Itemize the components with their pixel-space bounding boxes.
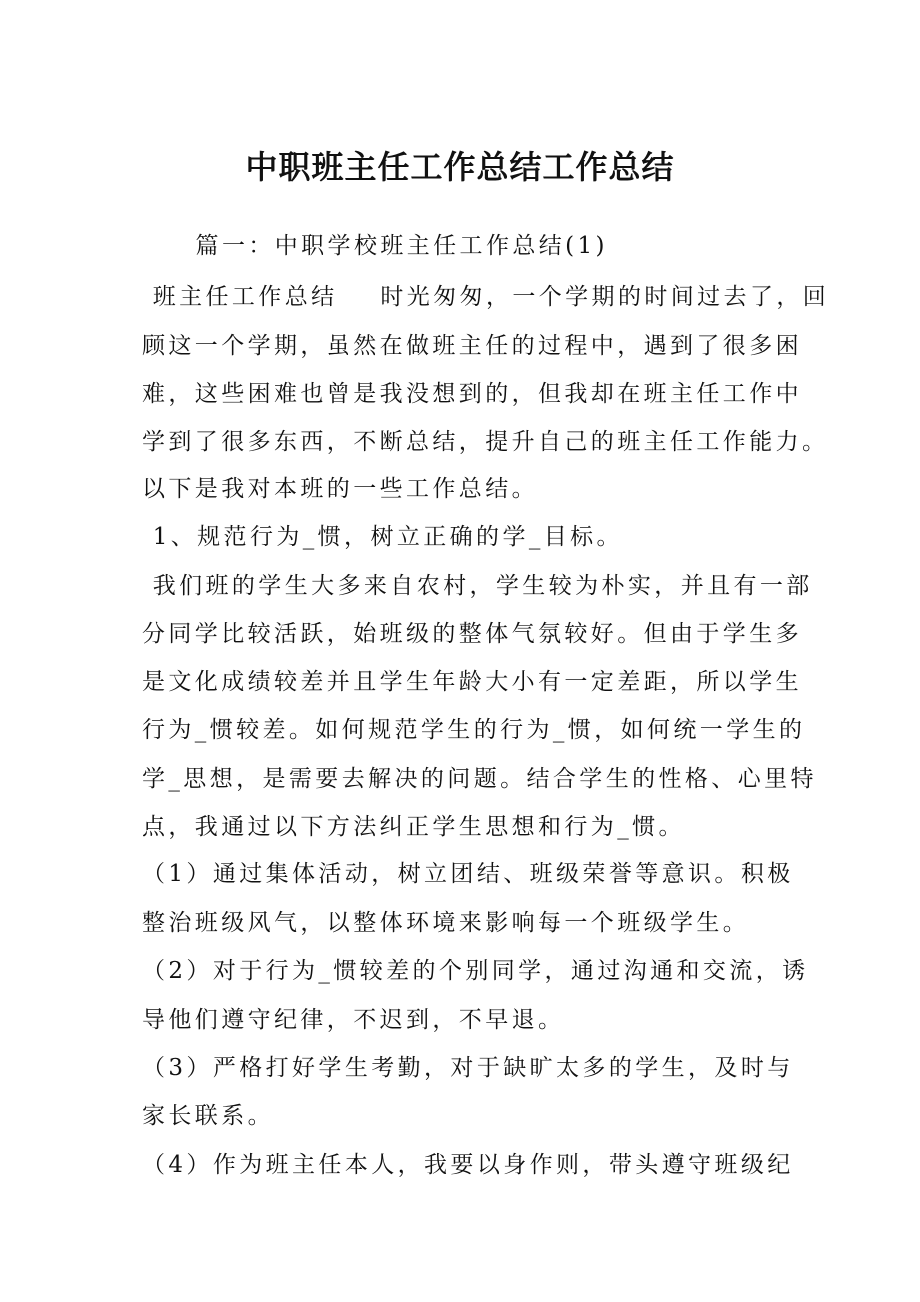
list-item-line: （1）通过集体活动，树立团结、班级荣誉等意识。积极 <box>142 861 794 887</box>
body-line: 点，我通过以下方法纠正学生思想和行为_惯。 <box>142 814 685 840</box>
list-item-line: 家长联系。 <box>142 1103 274 1129</box>
body-line: 以下是我对本班的一些工作总结。 <box>142 476 538 502</box>
list-item-line: （4）作为班主任本人，我要以身作则，带头遵守班级纪 <box>142 1152 794 1178</box>
document-title: 中职班主任工作总结工作总结 <box>245 148 675 186</box>
list-item-line: （3）严格打好学生考勤，对于缺旷太多的学生，及时与 <box>142 1055 794 1081</box>
subtitle-line: 篇一：中职学校班主任工作总结(1) <box>142 233 608 259</box>
list-item-line: 导他们遵守纪律，不迟到，不早退。 <box>142 1007 565 1033</box>
body-line: 顾这一个学期，虽然在做班主任的过程中，遇到了很多困 <box>142 333 802 359</box>
body-line: 是文化成绩较差并且学生年龄大小有一定差距，所以学生 <box>142 669 802 695</box>
body-line: 学_思想，是需要去解决的问题。结合学生的性格、心里特 <box>142 766 817 792</box>
body-line: 难，这些困难也曾是我没想到的，但我却在班主任工作中 <box>142 381 802 407</box>
body-line: 学到了很多东西，不断总结，提升自己的班主任工作能力。 <box>142 429 829 455</box>
body-line: 我们班的学生大多来自农村，学生较为朴实，并且有一部 <box>142 573 813 599</box>
list-item-line: （2）对于行为_惯较差的个别同学，通过沟通和交流，诱 <box>142 958 809 984</box>
list-item-line: 整治班级风气，以整体环境来影响每一个班级学生。 <box>142 910 750 936</box>
body-line: 行为_惯较差。如何规范学生的行为_惯，如何统一学生的 <box>142 717 806 743</box>
section-heading: 1、规范行为_惯，树立正确的学_目标。 <box>142 524 623 550</box>
body-line: 班主任工作总结 时光匆匆，一个学期的时间过去了，回 <box>142 284 830 310</box>
body-line: 分同学比较活跃，始班级的整体气氛较好。但由于学生多 <box>142 621 802 647</box>
